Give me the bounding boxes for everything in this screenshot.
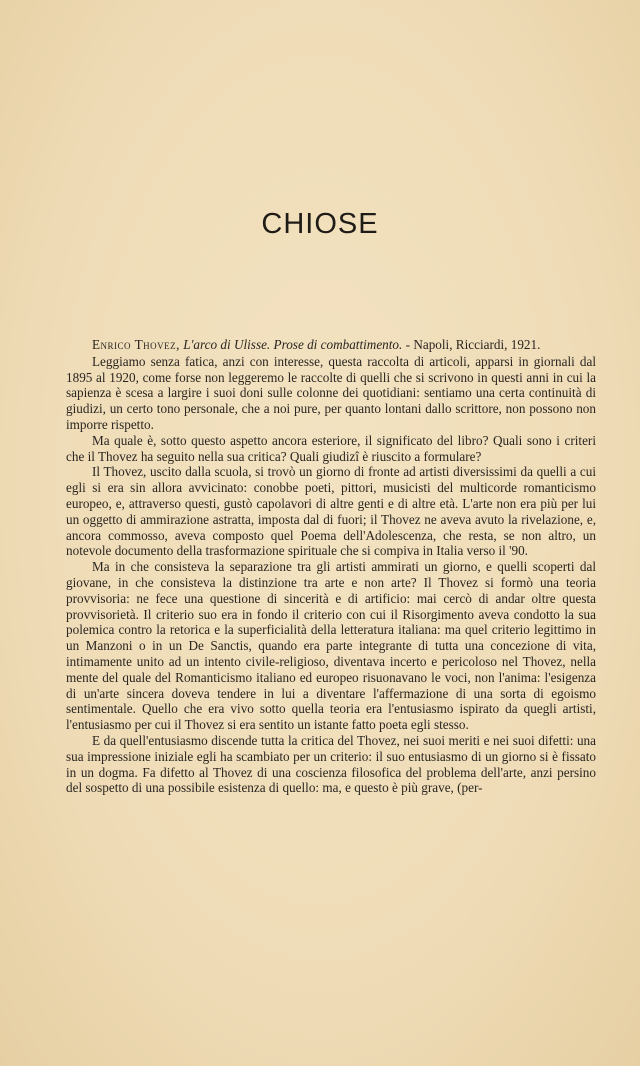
book-title: L'arco di Ulisse. Prose di combattimento. xyxy=(183,337,403,352)
author-name: Enrico Thovez, xyxy=(92,337,180,352)
paragraph-5: E da quell'entusiasmo discende tutta la critica del Thovez, nei suoi meriti e nei suoi difetti: una sua impressione iniziale egli ha scambiato per un criterio: il suo entusiasmo di un giorno si è fissato in un dogma. Fa difetto al Thovez di una coscienza filosofica del problema dell'arte, anzi persino del sospetto di una possibile esistenza di quello: ma, e questo è più grave, (per- xyxy=(66,732,596,796)
publication-info: - Napoli, Ricciardi, 1921. xyxy=(402,337,541,352)
article-body xyxy=(66,337,596,796)
bibliographic-entry xyxy=(66,337,596,353)
paragraph-2: Ma quale è, sotto questo aspetto ancora esteriore, il significato del libro? Quali sono i criteri che il Thovez ha seguito nella sua critica? Quali giudizî è riuscito a formulare? xyxy=(66,432,596,464)
paragraph-3: Il Thovez, uscito dalla scuola, si trovò un giorno di fronte ad artisti diversissimi da quelli a cui egli si era sin allora avvicinato: conobbe poeti, pittori, musicisti del multicorde romanticismo europeo, e, attraverso questi, gustò capolavori di altre genti e di altre età. L'arte non era più per lui un oggetto di ammirazione astratta, imposta dal di fuori; il Thovez ne aveva avuto la rivelazione, e, ancora commosso, aveva composto quel Poema dell'Adolescenza, che resta, se non altro, un notevole documento della trasformazione spirituale che si compiva in Italia verso il '90. xyxy=(66,464,596,559)
paragraph-1: Leggiamo senza fatica, anzi con interesse, questa raccolta di articoli, apparsi in giornali dal 1895 al 1920, come forse non leggeremo le raccolte di quelli che si scrivono in questi anni in cui la sapienza è scesa a largire i suoi doni sulle colonne dei quotidiani: sentiamo una certa continuità di giudizi, un certo tono personale, che a noi pure, per quanto lontani dallo scrittore, non possono non imporre rispetto. xyxy=(66,353,596,432)
page-title: CHIOSE xyxy=(261,208,379,240)
paragraph-4: Ma in che consisteva la separazione tra gli artisti ammirati un giorno, e quelli scoperti dal giovane, in che consisteva la distinzione tra arte e non arte? Il Thovez si formò una teoria provvisoria: ne fece una questione di sincerità e di artificio: mai cercò di andar oltre questa provvisorietà. Il criterio suo era in fondo il criterio con cui il Risorgimento aveva condotto la sua polemica contro la retorica e la superficialità della letteratura italiana: ma quel criterio legittimo in un Manzoni o in un De Sanctis, quando era parte integrante di tutta una concezione di vita, intimamente unito ad un intento civile-religioso, diventava incerto e pericoloso nel Thovez, nella mente del quale del Romanticismo italiano ed europeo risuonavano le voci, non l'anima: l'esigenza di un'arte sincera doveva tendere in lui a diventare l'affermazione di una sorta di egoismo sentimentale. Quello che era vivo sotto quella teoria era l'entusiasmo ispirato da quegli artisti, l'entusiasmo per cui il Thovez si era sentito un istante fatto poeta egli stesso. xyxy=(66,559,596,733)
